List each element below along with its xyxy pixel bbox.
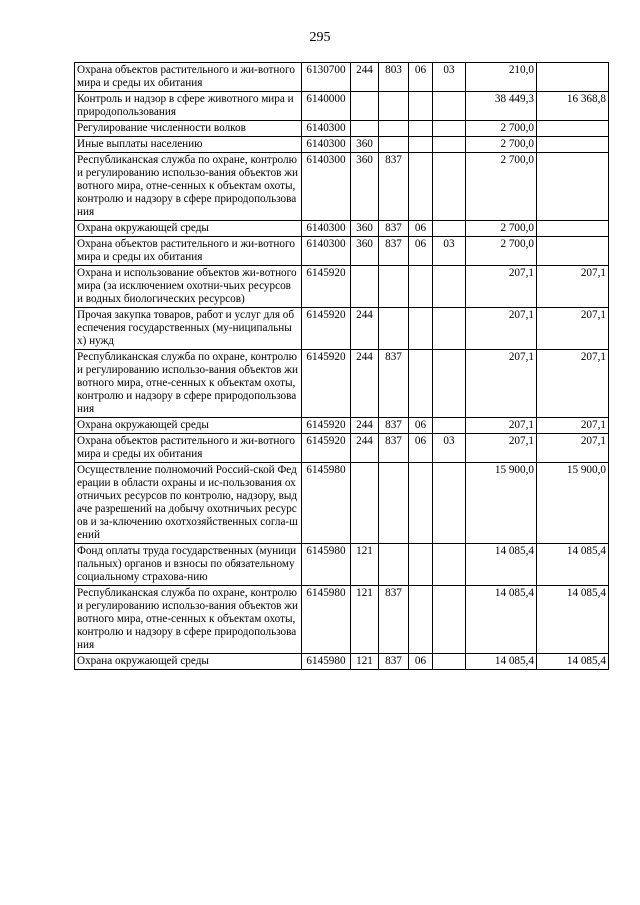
row-administrator-cell: [379, 137, 409, 153]
row-section-cell: [409, 544, 433, 586]
table-row: [75, 434, 609, 463]
row-section-cell: 06: [409, 654, 433, 670]
row-expense-type-cell: 360: [351, 137, 379, 153]
table-row: [75, 350, 609, 418]
row-subvention-amount-cell: [537, 137, 609, 153]
table-row: [75, 237, 609, 266]
row-expense-type-cell: [351, 266, 379, 308]
row-expense-type-cell: 360: [351, 153, 379, 221]
row-subvention-amount-cell: 14 085,4: [537, 654, 609, 670]
table-row: [75, 221, 609, 237]
row-name-cell: Осуществление полномочий Россий-ской Федерации в области охраны и ис-пользования охотничьих ресурсов по контролю, надзору, выдаче разрешений на добычу охотничьих ресурсов и за-ключению охотхозяйственных согла-шений: [75, 463, 302, 544]
row-code-cell: 6145980: [302, 463, 351, 544]
row-expense-type-cell: [351, 92, 379, 121]
row-amount-cell: 15 900,0: [466, 463, 537, 544]
row-amount-cell: 207,1: [466, 266, 537, 308]
row-code-cell: 6145920: [302, 418, 351, 434]
table-row: [75, 92, 609, 121]
table-row: [75, 153, 609, 221]
row-administrator-cell: 837: [379, 654, 409, 670]
row-code-cell: 6140000: [302, 92, 351, 121]
row-administrator-cell: 837: [379, 434, 409, 463]
row-section-cell: 06: [409, 434, 433, 463]
row-subvention-amount-cell: 207,1: [537, 434, 609, 463]
row-section-cell: 06: [409, 63, 433, 92]
row-subsection-cell: [433, 350, 466, 418]
row-administrator-cell: [379, 266, 409, 308]
row-amount-cell: 14 085,4: [466, 654, 537, 670]
table-row: [75, 586, 609, 654]
row-name-cell: Охрана окружающей среды: [75, 221, 302, 237]
row-subvention-amount-cell: 14 085,4: [537, 544, 609, 586]
row-administrator-cell: [379, 308, 409, 350]
table-row: [75, 121, 609, 137]
row-subsection-cell: [433, 654, 466, 670]
row-amount-cell: 207,1: [466, 308, 537, 350]
row-code-cell: 6145980: [302, 586, 351, 654]
row-amount-cell: 207,1: [466, 350, 537, 418]
row-amount-cell: 2 700,0: [466, 237, 537, 266]
row-section-cell: [409, 153, 433, 221]
table-row: [75, 137, 609, 153]
row-code-cell: 6140300: [302, 137, 351, 153]
row-section-cell: [409, 121, 433, 137]
row-administrator-cell: [379, 121, 409, 137]
row-name-cell: Республиканская служба по охране, контролю и регулированию использо-вания объектов животного мира, отне-сенных к объектам охоты, контролю и надзору в сфере природопользования: [75, 350, 302, 418]
row-expense-type-cell: 121: [351, 586, 379, 654]
row-subsection-cell: [433, 137, 466, 153]
row-subsection-cell: [433, 308, 466, 350]
row-section-cell: [409, 137, 433, 153]
row-code-cell: 6140300: [302, 153, 351, 221]
row-section-cell: [409, 463, 433, 544]
row-name-cell: Охрана объектов растительного и жи-вотного мира и среды их обитания: [75, 63, 302, 92]
row-subsection-cell: [433, 92, 466, 121]
row-section-cell: 06: [409, 237, 433, 266]
row-code-cell: 6145980: [302, 544, 351, 586]
row-subvention-amount-cell: [537, 63, 609, 92]
row-name-cell: Охрана объектов растительного и жи-вотного мира и среды их обитания: [75, 237, 302, 266]
row-expense-type-cell: 121: [351, 544, 379, 586]
row-expense-type-cell: [351, 463, 379, 544]
row-expense-type-cell: 244: [351, 350, 379, 418]
budget-table: [74, 62, 609, 670]
row-subsection-cell: [433, 418, 466, 434]
row-amount-cell: 14 085,4: [466, 544, 537, 586]
row-subsection-cell: [433, 266, 466, 308]
row-amount-cell: 210,0: [466, 63, 537, 92]
row-name-cell: Охрана окружающей среды: [75, 418, 302, 434]
row-code-cell: 6145920: [302, 434, 351, 463]
row-subsection-cell: 03: [433, 434, 466, 463]
row-name-cell: Контроль и надзор в сфере животного мира и природопользования: [75, 92, 302, 121]
row-subsection-cell: 03: [433, 237, 466, 266]
row-amount-cell: 2 700,0: [466, 221, 537, 237]
row-code-cell: 6140300: [302, 121, 351, 137]
row-amount-cell: 2 700,0: [466, 153, 537, 221]
row-code-cell: 6140300: [302, 237, 351, 266]
row-subvention-amount-cell: 207,1: [537, 350, 609, 418]
row-subsection-cell: [433, 544, 466, 586]
row-section-cell: [409, 266, 433, 308]
row-administrator-cell: [379, 92, 409, 121]
row-code-cell: 6145920: [302, 266, 351, 308]
row-subvention-amount-cell: [537, 237, 609, 266]
row-amount-cell: 14 085,4: [466, 586, 537, 654]
row-amount-cell: 38 449,3: [466, 92, 537, 121]
table-row: [75, 63, 609, 92]
row-code-cell: 6145920: [302, 350, 351, 418]
row-section-cell: 06: [409, 221, 433, 237]
row-code-cell: 6145980: [302, 654, 351, 670]
row-subvention-amount-cell: 207,1: [537, 266, 609, 308]
row-expense-type-cell: 244: [351, 63, 379, 92]
row-amount-cell: 207,1: [466, 434, 537, 463]
row-code-cell: 6140300: [302, 221, 351, 237]
row-subsection-cell: [433, 221, 466, 237]
row-administrator-cell: 803: [379, 63, 409, 92]
page-number: 295: [309, 30, 331, 45]
row-name-cell: Охрана и использование объектов жи-вотного мира (за исключением охотни-чьих ресурсов и водных биологических ресурсов): [75, 266, 302, 308]
row-amount-cell: 2 700,0: [466, 121, 537, 137]
row-expense-type-cell: [351, 121, 379, 137]
row-expense-type-cell: 244: [351, 308, 379, 350]
row-name-cell: Фонд оплаты труда государственных (муниципальных) органов и взносы по обязательному социальному страхова-нию: [75, 544, 302, 586]
row-amount-cell: 2 700,0: [466, 137, 537, 153]
row-subsection-cell: 03: [433, 63, 466, 92]
row-name-cell: Прочая закупка товаров, работ и услуг для обеспечения государственных (му-ниципальных) нужд: [75, 308, 302, 350]
row-code-cell: 6130700: [302, 63, 351, 92]
row-subvention-amount-cell: [537, 221, 609, 237]
row-name-cell: Республиканская служба по охране, контролю и регулированию использо-вания объектов животного мира, отне-сенных к объектам охоты, контролю и надзору в сфере природопользования: [75, 153, 302, 221]
row-administrator-cell: [379, 544, 409, 586]
row-section-cell: [409, 92, 433, 121]
row-name-cell: Республиканская служба по охране, контролю и регулированию использо-вания объектов животного мира, отне-сенных к объектам охоты, контролю и надзору в сфере природопользования: [75, 586, 302, 654]
row-section-cell: [409, 308, 433, 350]
row-name-cell: Охрана объектов растительного и жи-вотного мира и среды их обитания: [75, 434, 302, 463]
row-subsection-cell: [433, 153, 466, 221]
row-expense-type-cell: 121: [351, 654, 379, 670]
row-administrator-cell: 837: [379, 221, 409, 237]
table-row: [75, 266, 609, 308]
row-administrator-cell: [379, 463, 409, 544]
row-expense-type-cell: 244: [351, 434, 379, 463]
row-subvention-amount-cell: 207,1: [537, 418, 609, 434]
row-administrator-cell: 837: [379, 237, 409, 266]
row-subsection-cell: [433, 463, 466, 544]
table-row: [75, 654, 609, 670]
row-subsection-cell: [433, 586, 466, 654]
row-administrator-cell: 837: [379, 350, 409, 418]
row-subvention-amount-cell: 16 368,8: [537, 92, 609, 121]
table-row: [75, 418, 609, 434]
budget-table-body: [75, 63, 609, 670]
table-row: [75, 308, 609, 350]
table-row: [75, 544, 609, 586]
row-subvention-amount-cell: 15 900,0: [537, 463, 609, 544]
row-subvention-amount-cell: 14 085,4: [537, 586, 609, 654]
row-expense-type-cell: 244: [351, 418, 379, 434]
row-subvention-amount-cell: [537, 121, 609, 137]
table-row: [75, 463, 609, 544]
row-administrator-cell: 837: [379, 153, 409, 221]
row-amount-cell: 207,1: [466, 418, 537, 434]
row-administrator-cell: 837: [379, 418, 409, 434]
row-name-cell: Регулирование численности волков: [75, 121, 302, 137]
row-code-cell: 6145920: [302, 308, 351, 350]
row-expense-type-cell: 360: [351, 237, 379, 266]
row-expense-type-cell: 360: [351, 221, 379, 237]
row-section-cell: 06: [409, 418, 433, 434]
row-administrator-cell: 837: [379, 586, 409, 654]
row-name-cell: Иные выплаты населению: [75, 137, 302, 153]
row-subsection-cell: [433, 121, 466, 137]
row-section-cell: [409, 350, 433, 418]
row-subvention-amount-cell: [537, 153, 609, 221]
row-section-cell: [409, 586, 433, 654]
row-subvention-amount-cell: 207,1: [537, 308, 609, 350]
row-name-cell: Охрана окружающей среды: [75, 654, 302, 670]
